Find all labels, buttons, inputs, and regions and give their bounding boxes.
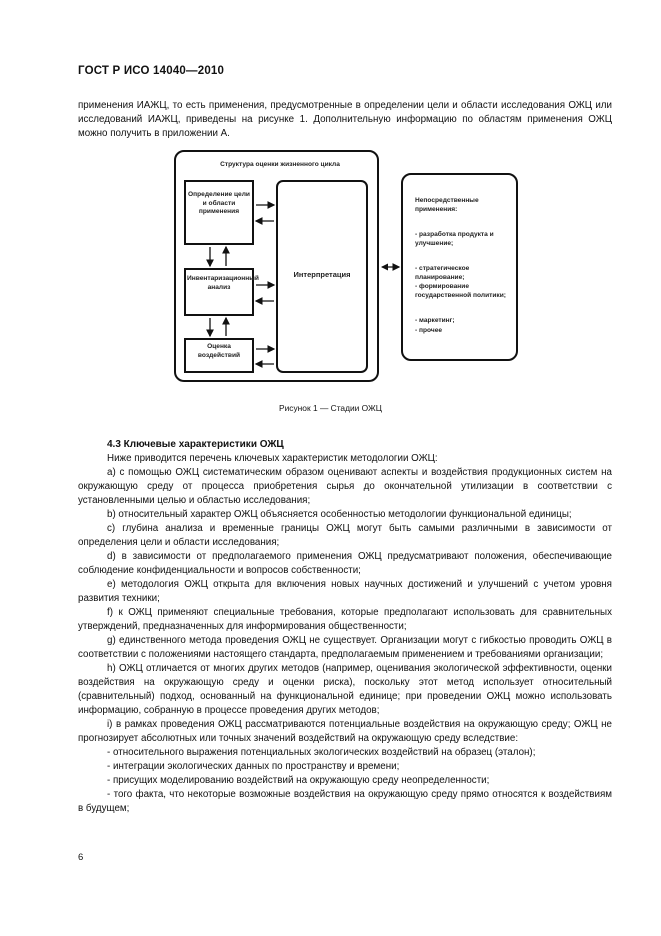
body-paragraph: i) в рамках проведения ОЖЦ рассматриваются потенциальные воздействия на окружающую среду; ОЖЦ не прогнозирует абсолютных или точных значений воздействий на окружающую среду вследствие: [78, 719, 612, 744]
body-paragraph: e) методология ОЖЦ открыта для включения новых научных достижений и улучшений с учетом уровня развития техники; [78, 579, 612, 604]
page-number: 6 [78, 852, 84, 863]
inventory-label: Инвентаризационный анализ [187, 275, 259, 291]
body-paragraph: h) ОЖЦ отличается от многих других методов (например, оценивания экологической эффективности, оценки воздействия на окружающую среду и оценки риска), поскольку этот метод использует относительный (сравнительный) подход, основанный на функциональной единице; при проведении ОЖЦ можно использовать информацию, собранную в процессе проведения других методов; [78, 663, 612, 716]
figure-caption: Рисунок 1 — Стадии ОЖЦ [279, 403, 382, 413]
application-item: - разработка продукта и улучшение; [415, 231, 494, 247]
arrow-applications-to-framework [381, 264, 388, 271]
body-paragraph: g) единственного метода проведения ОЖЦ не существует. Организации могут с гибкостью проводить ОЖЦ в соответствии с положениями настоящего стандарта, предполагаемым применением и требованиями организации; [78, 635, 612, 660]
document-header: ГОСТ Р ИСО 14040—2010 [78, 65, 225, 77]
intro-paragraph: применения ИАЖЦ, то есть применения, предусмотренные в определении цели и области исследования ОЖЦ или исследований ИАЖЦ, приведены на рисунке 1. Дополнительную информацию по областям применения ОЖЦ можно получить в приложении А. [78, 100, 612, 139]
lca-stages-figure [160, 145, 530, 390]
application-item: - маркетинг; [415, 317, 455, 324]
application-item: - стратегическое планирование; [415, 265, 470, 281]
body-paragraph: c) глубина анализа и временные границы ОЖЦ могут быть самыми различными в зависимости от определения цели и области исследования; [78, 523, 612, 548]
body-paragraph: - интеграции экологических данных по пространству и времени; [107, 761, 400, 772]
body-paragraph: - присущих моделированию воздействий на окружающую среду неопределенности; [107, 775, 490, 786]
goal-label: Определение цели и области применения [188, 191, 250, 216]
interpretation-label: Интерпретация [293, 270, 351, 279]
body-paragraph: Ниже приводится перечень ключевых характеристик методологии ОЖЦ: [107, 453, 438, 464]
section-title: 4.3 Ключевые характеристики ОЖЦ [107, 439, 284, 450]
application-item: - прочее [415, 327, 443, 334]
applications-title: Непосредственные применения: [415, 197, 479, 213]
body-paragraph: f) к ОЖЦ применяют специальные требования, которые предполагают использовать для сравнительных утверждений, предназначенных для информирования общественности; [78, 607, 612, 632]
impact-label: Оценка воздействий [197, 343, 241, 359]
section-body [78, 452, 612, 816]
body-paragraph: b) относительный характер ОЖЦ объясняется особенностью методологии функциональной единицы; [107, 509, 572, 520]
body-paragraph: d) в зависимости от предполагаемого применения ОЖЦ предусматривают положения, обеспечивающие соблюдение конфиденциальности и вопросов собственности; [78, 551, 612, 576]
body-paragraph: - того факта, что некоторые возможные воздействия на окружающую среду прямо относятся к воздействиям в будущем; [78, 789, 612, 814]
application-item: - формирование государственной политики; [415, 283, 506, 299]
framework-title: Структура оценки жизненного цикла [220, 161, 340, 168]
body-paragraph: - относительного выражения потенциальных экологических воздействий на образец (эталон); [107, 747, 536, 758]
body-paragraph: a) с помощью ОЖЦ систематическим образом оценивают аспекты и воздействия продукционных систем на окружающую среду от процесса приобретения сырья до окончательной утилизации в соответствии с установленными целью и областью исследования; [78, 467, 612, 506]
